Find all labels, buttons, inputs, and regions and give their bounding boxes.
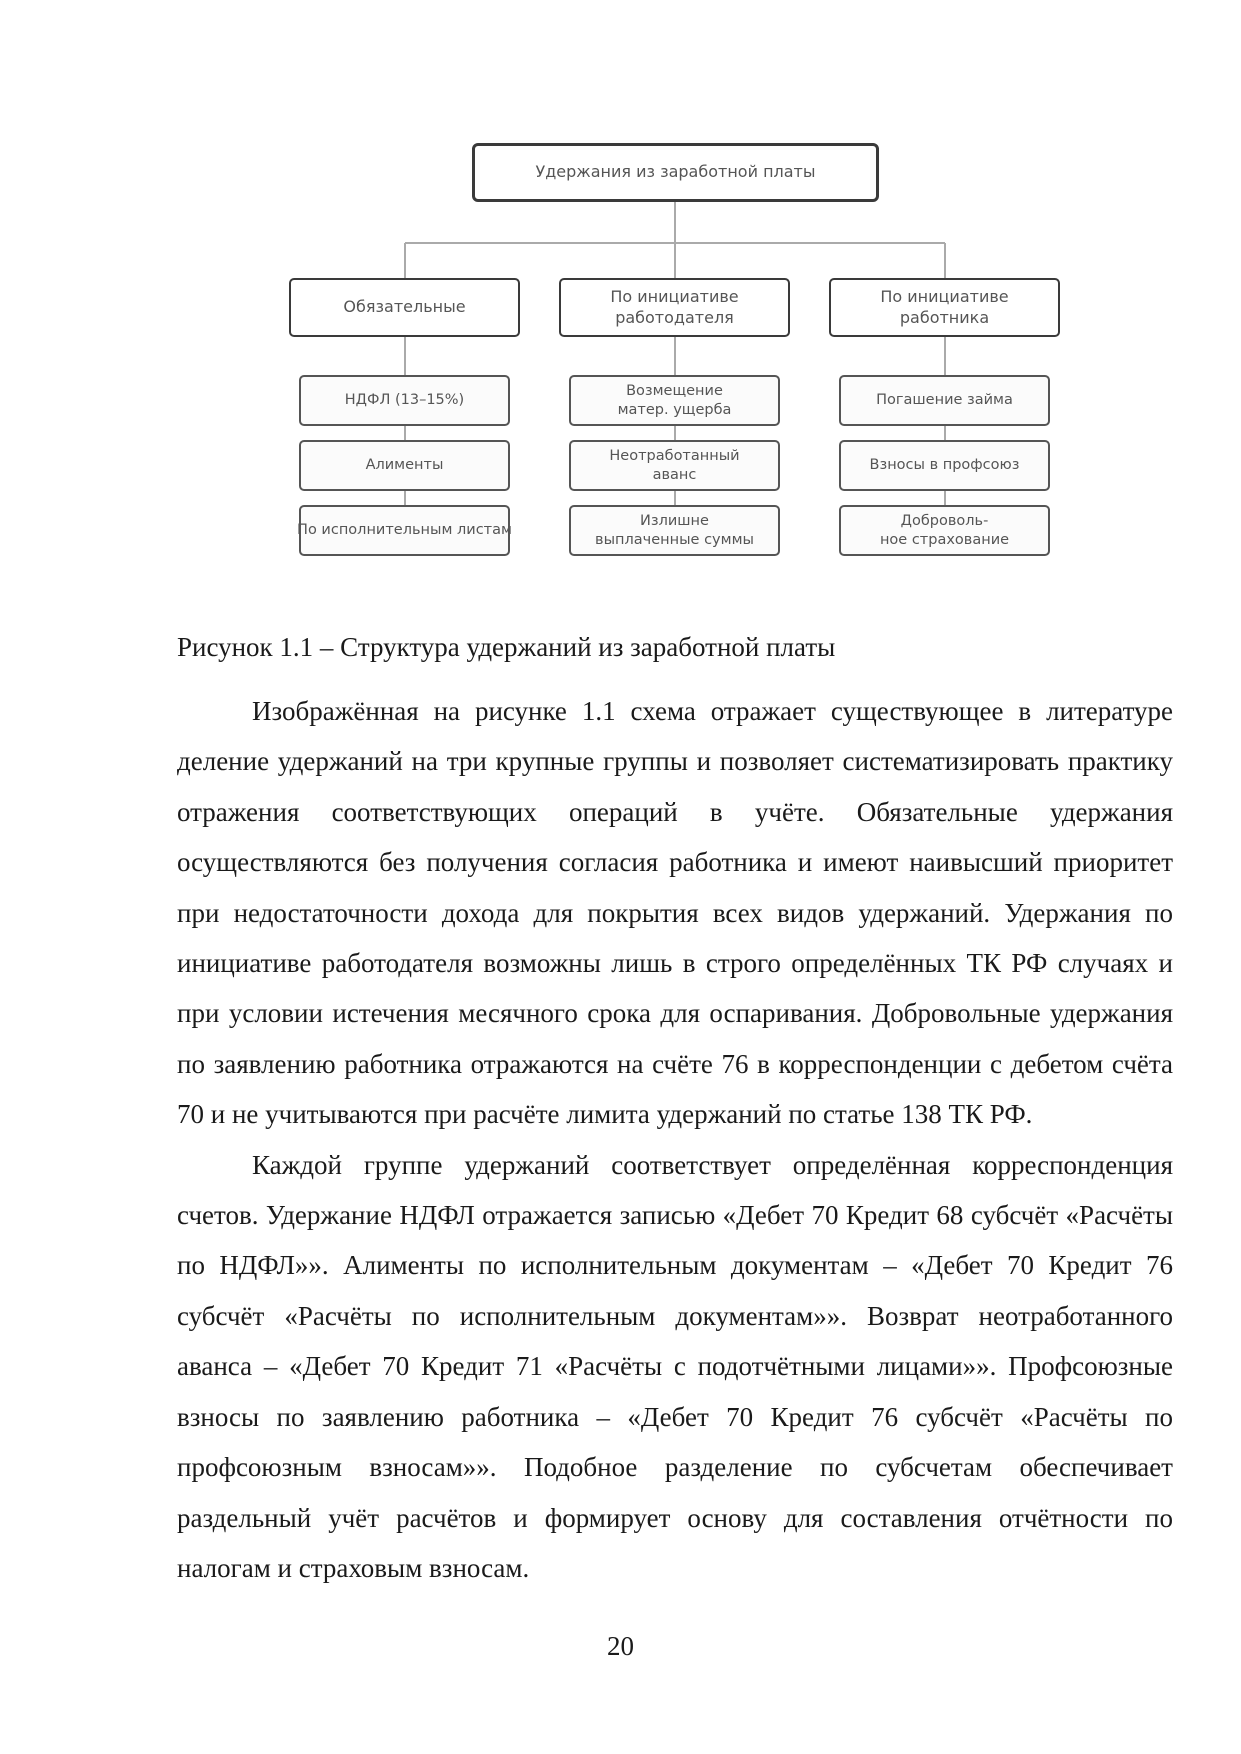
body-text xyxy=(177,686,1173,1593)
leaf-node-ndfl: НДФЛ (13–15%) xyxy=(299,375,510,426)
leaf-node-overpaid-amounts: Излишне выплаченные суммы xyxy=(569,505,780,556)
leaf-node-writs-of-execution: По исполнительным листам xyxy=(299,505,510,556)
diagram-root-node: Удержания из заработной платы xyxy=(472,143,879,202)
leaf-node-alimony: Алименты xyxy=(299,440,510,491)
deductions-structure-diagram xyxy=(280,135,1080,575)
leaf-node-union-dues: Взносы в профсоюз xyxy=(839,440,1050,491)
leaf-node-damage-compensation: Возмещение матер. ущерба xyxy=(569,375,780,426)
group-node-mandatory: Обязательные xyxy=(289,278,520,337)
leaf-node-unearned-advance: Неотработанный аванс xyxy=(569,440,780,491)
figure-caption: Рисунок 1.1 – Структура удержаний из заработной платы xyxy=(177,632,836,662)
leaf-node-voluntary-insurance: Доброволь- ное страхование xyxy=(839,505,1050,556)
group-node-employer-initiative: По инициативе работодателя xyxy=(559,278,790,337)
paragraph: Изображённая на рисунке 1.1 схема отражает существующее в литературе деление удержаний на три крупные группы и позволяет систематизировать практику отражения соответствующих операций в учёте. Обязательные удержания осуществляются без получения согласия работника и имеют наивысший приоритет при недостаточности дохода для покрытия всех видов удержаний. Удержания по инициативе работодателя возможны лишь в строго определённых ТК РФ случаях и при условии истечения месячного срока для оспаривания. Добровольные удержания по заявлению работника отражаются на счёте 76 в корреспонденции с дебетом счёта 70 и не учитываются при расчёте лимита удержаний по статье 138 ТК РФ. xyxy=(177,696,1173,1130)
leaf-node-loan-repayment: Погашение займа xyxy=(839,375,1050,426)
paragraph: Каждой группе удержаний соответствует определённая корреспонденция счетов. Удержание НДФЛ отражается записью «Дебет 70 Кредит 68 субсчёт «Расчёты по НДФЛ»». Алименты по исполнительным документам – «Дебет 70 Кредит 76 субсчёт «Расчёты по исполнительным документам»». Возврат неотработанного аванса – «Дебет 70 Кредит 71 «Расчёты с подотчётными лицами»». Профсоюзные взносы по заявлению работника – «Дебет 70 Кредит 76 субсчёт «Расчёты по профсоюзным взносам»». Подобное разделение по субсчетам обеспечивает раздельный учёт расчётов и формирует основу для составления отчётности по налогам и страховым взносам. xyxy=(177,1149,1173,1583)
group-node-employee-initiative: По инициативе работника xyxy=(829,278,1060,337)
page-number: 20 xyxy=(607,1631,634,1661)
